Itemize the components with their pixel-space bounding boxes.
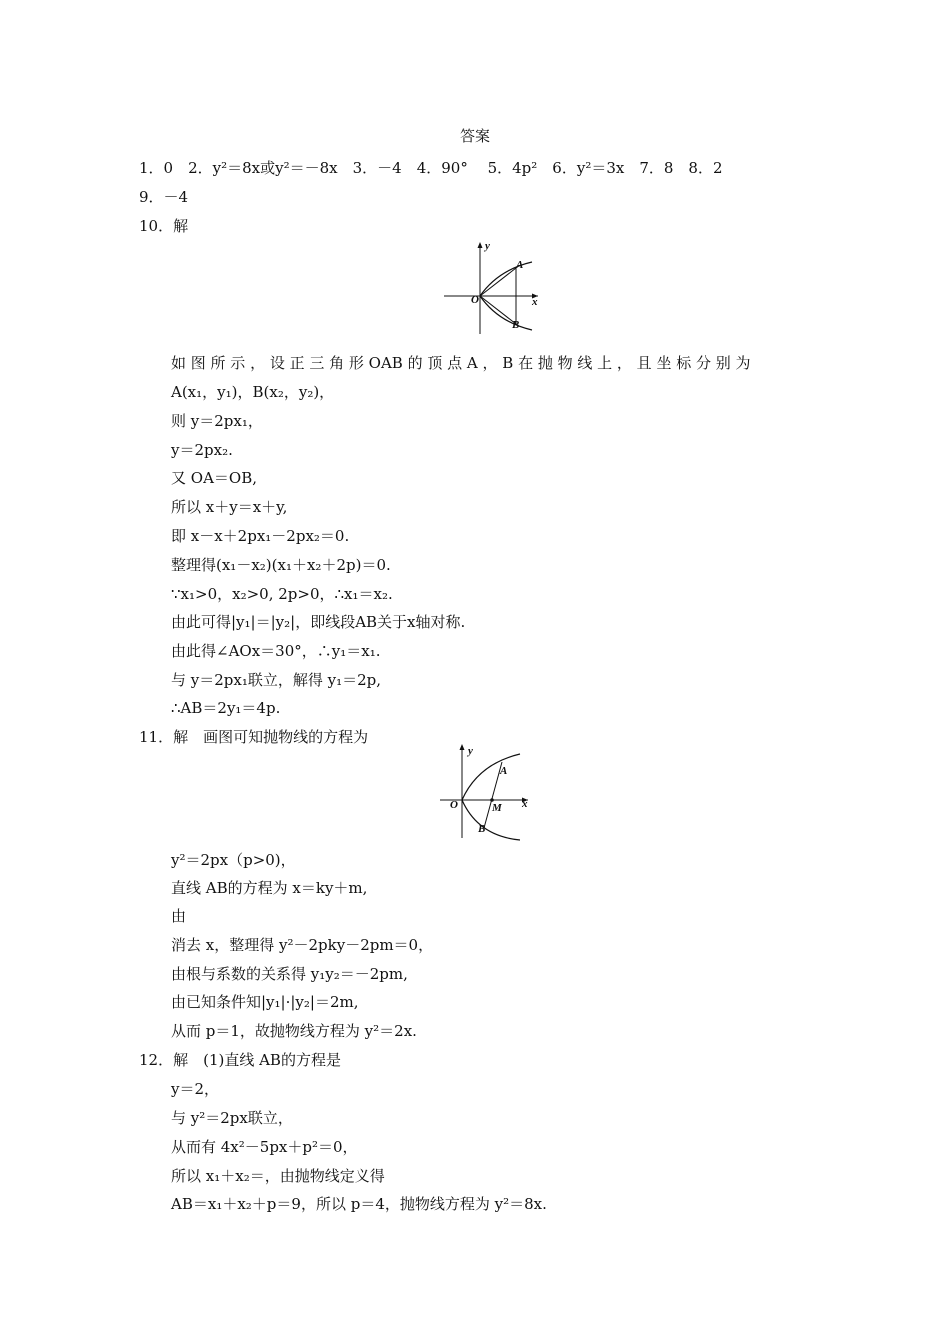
answer-10-line-10: 由此可得|y₁|＝|y₂|，即线段AB关于x轴对称. [171,613,466,631]
fig2-label-m: M [492,802,502,814]
fig2-label-b: B [478,823,486,835]
answer-10-line-6: 所以 x＋y＝x＋y, [171,498,288,516]
fig2-label-x: x [522,798,528,810]
answer-11-line-7: 从而 p＝1，故抛物线方程为 y²＝2x. [171,1022,417,1040]
answer-12-line-5: AB＝x₁＋x₂＋p＝9，所以 p＝4，抛物线方程为 y²＝8x. [171,1195,547,1213]
fig1-label-y: y [485,240,490,252]
answer-10-line-8: 整理得(x₁－x₂)(x₁＋x₂＋2p)＝0. [171,556,391,574]
fig2-label-y: y [468,745,473,757]
answer-10-line-9: ∵x₁>0，x₂>0, 2p>0，∴x₁＝x₂. [171,585,393,603]
answer-10-line-1: 如 图 所 示 ， 设 正 三 角 形 OAB 的 顶 点 A ， B 在 抛 物 线 上 ， 且 坐 标 分 别 为 [171,354,751,372]
answers-1-8: 1．0 2．y²＝8x或y²＝－8x 3．－4 4．90° 5．4p² 6．y²＝3x 7．8 8．2 [139,159,723,177]
answer-9: 9．－4 [139,188,189,206]
answer-10-line-2: A(x₁，y₁)，B(x₂，y₂)， [171,383,335,401]
fig1-label-x: x [532,296,538,308]
figure-triangle-parabola [440,238,550,338]
fig1-label-b: B [512,319,520,331]
answer-11-line-1: y²＝2px（p>0)， [171,851,296,869]
fig1-label-a: A [516,259,524,271]
answer-11-line-2: 直线 AB的方程为 x＝ky＋m, [171,879,368,897]
fig2-label-o: O [450,799,458,811]
answer-11-line-6: 由已知条件知|y₁|·|y₂|＝2m, [171,993,359,1011]
answer-10-line-5: 又 OA＝OB, [171,469,257,487]
answer-11-line-3: 由 [171,907,187,925]
answer-11-heading: 11．解 画图可知抛物线的方程为 [139,728,369,746]
answer-10-line-13: ∴AB＝2y₁＝4p. [171,699,281,717]
answer-12-line-1: y＝2， [171,1080,220,1098]
answer-11-line-5: 由根与系数的关系得 y₁y₂＝－2pm, [171,965,408,983]
answer-12-line-4: 所以 x₁＋x₂＝，由抛物线定义得 [171,1167,385,1185]
answer-10-line-4: y＝2px₂. [171,441,233,459]
answer-12-line-3: 从而有 4x²－5px＋p²＝0， [171,1138,358,1156]
answer-10-line-11: 由此得∠AOx＝30°，∴y₁＝x₁. [171,642,381,660]
fig1-label-o: O [471,294,479,306]
answer-11-line-4: 消去 x，整理得 y²－2pky－2pm＝0， [171,936,434,954]
answer-10-line-12: 与 y＝2px₁联立，解得 y₁＝2p, [171,671,382,689]
answer-title: 答案 [459,127,490,145]
answer-10-line-7: 即 x－x＋2px₁－2px₂＝0. [171,527,350,545]
answer-10-heading: 10．解 [139,217,189,235]
fig2-label-a: A [500,765,508,777]
answer-12-line-2: 与 y²＝2px联立， [171,1109,293,1127]
figure-chord-parabola [438,742,538,842]
answer-12-heading: 12．解 (1)直线 AB的方程是 [139,1051,341,1069]
answer-10-line-3: 则 y＝2px₁， [171,412,263,430]
